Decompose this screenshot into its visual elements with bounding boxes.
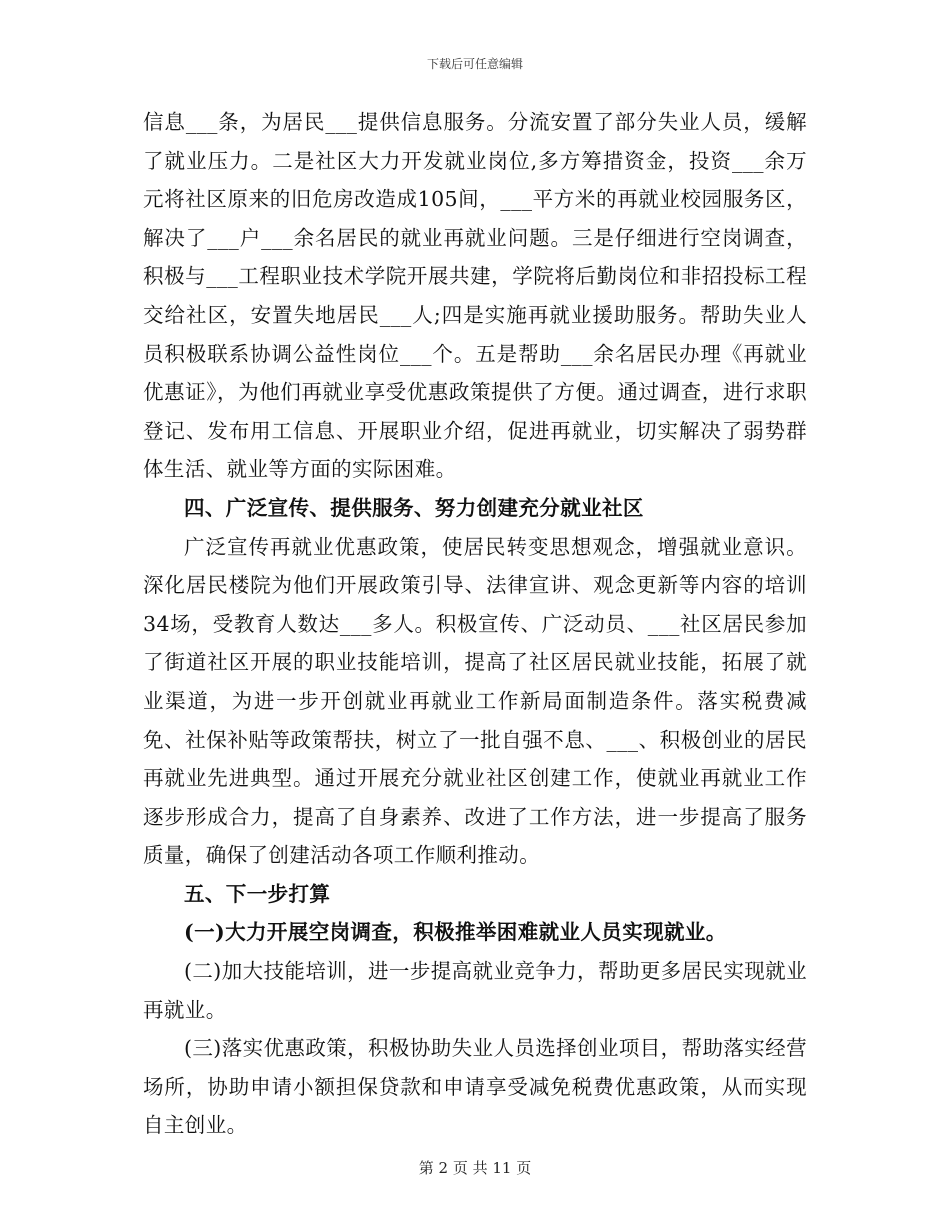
section-heading: 五、下一步打算 (184, 881, 331, 906)
list-item: (三)落实优惠政策，积极协助失业人员选择创业项目，帮助落实经营场所，协助申请小额担保贷款和申请享受减免税费优惠政策，从而实现自主创业。 (143, 1036, 807, 1138)
body-paragraph: 广泛宣传再就业优惠政策，使居民转变思想观念，增强就业意识。深化居民楼院为他们开展政策引导、法律宣讲、观念更新等内容的培训34场，受教育人数达___多人。积极宣传、广泛动员、___社区居民参加了街道社区开展的职业技能培训，提高了社区居民就业技能，拓展了就业渠道，为进一步开创就业再就业工作新局面制造条件。落实税费减免、社保补贴等政策帮扶，树立了一批自强不息、___、积极创业的居民再就业先进典型。通过开展充分就业社区创建工作，使就业再就业工作逐步形成合力，提高了自身素养、改进了工作方法，进一步提高了服务质量，确保了创建活动各项工作顺利推动。 (143, 534, 807, 868)
page-header-note: 下载后可任意编辑 (426, 57, 523, 71)
body-paragraph: 信息___条，为居民___提供信息服务。分流安置了部分失业人员，缓解了就业压力。二是社区大力开发就业岗位,多方筹措资金，投资___余万元将社区原来的旧危房改造成105间，___平方米的再就业校园服务区，解决了___户___余名居民的就业再就业问题。三是仔细进行空岗调查，积极与___工程职业技术学院开展共建，学院将后勤岗位和非招投标工程交给社区，安置失地居民___人;四是实施再就业援助服务。帮助失业人员积极联系协调公益性岗位___个。五是帮助___余名居民办理《再就业优惠证》，为他们再就业享受优惠政策提供了方便。通过调查，进行求职登记、发布用工信息、开展职业介绍，促进再就业，切实解决了弱势群体生活、就业等方面的实际困难。 (143, 110, 807, 482)
section-heading: 四、广泛宣传、提供服务、努力创建充分就业社区 (184, 495, 644, 520)
list-item: (二)加大技能培训，进一步提高就业竞争力，帮助更多居民实现就业再就业。 (143, 959, 807, 1022)
page-number: 第 2 页 共 11 页 (418, 1159, 532, 1177)
list-item-heading: (一)大力开展空岗调查，积极推举困难就业人员实现就业。 (184, 920, 727, 945)
document-body (143, 103, 807, 1145)
